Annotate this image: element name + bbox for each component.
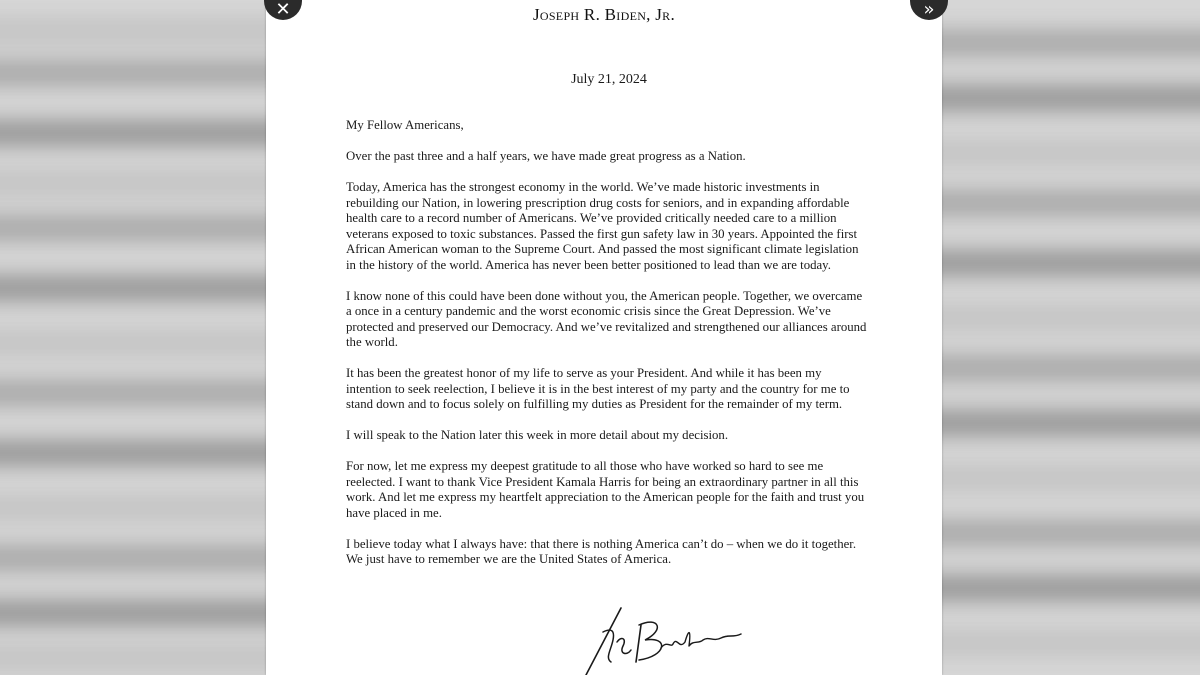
blurred-background-left <box>0 0 266 675</box>
paragraph: I believe today what I always have: that there is nothing America can’t do – when we do it together. We just have to remember we are the United States of America. <box>346 536 857 566</box>
letter-page <box>266 0 942 675</box>
paragraph: I know none of this could have been done without you, the American people. Together, we overcame a once in a century pandemic and the worst economic crisis since the Great Depression. We’ve protected and preserved our Democracy. And we’ve revitalized and strengthened our alliances around the world. <box>346 288 867 349</box>
paragraph: Today, America has the strongest economy in the world. We’ve made historic investments in rebuilding our Nation, in lowering prescription drug costs for seniors, and in expanding affordable health care to a record number of Americans. We’ve provided critically needed care to a million veterans exposed to toxic substances. Passed the first gun safety law in 30 years. Appointed the first African American woman to the Supreme Court. And passed the most significant climate legislation in the history of the world. America has never been better positioned to lead than we are today. <box>346 180 859 272</box>
blurred-background-right <box>942 0 1200 675</box>
letter-date: July 21, 2024 <box>571 72 647 87</box>
paragraph: I will speak to the Nation later this week in more detail about my decision. <box>346 428 729 442</box>
paragraph: For now, let me express my deepest gratitude to all those who have worked so hard to see me reelected. I want to thank Vice President Kamala Harris for being an extraordinary partner in all this work. And let me express my heartfelt appreciation to the American people for the faith and trust you have placed in me. <box>346 459 865 520</box>
letter-body <box>346 118 868 583</box>
paragraph: It has been the greatest honor of my life to serve as your President. And while it has been my intention to seek reelection, I believe it is in the best interest of my party and the country for me to stand down and to focus solely on fulfilling my duties as President for the remainder of my term. <box>346 366 850 411</box>
signature <box>581 600 751 675</box>
paragraph: Over the past three and a half years, we have made great progress as a Nation. <box>346 149 746 163</box>
salutation: My Fellow Americans, <box>346 118 464 132</box>
double-chevron-right-icon: » <box>923 0 935 20</box>
letterhead: Joseph R. Biden, Jr. <box>532 5 676 24</box>
close-icon: ✕ <box>275 0 291 20</box>
